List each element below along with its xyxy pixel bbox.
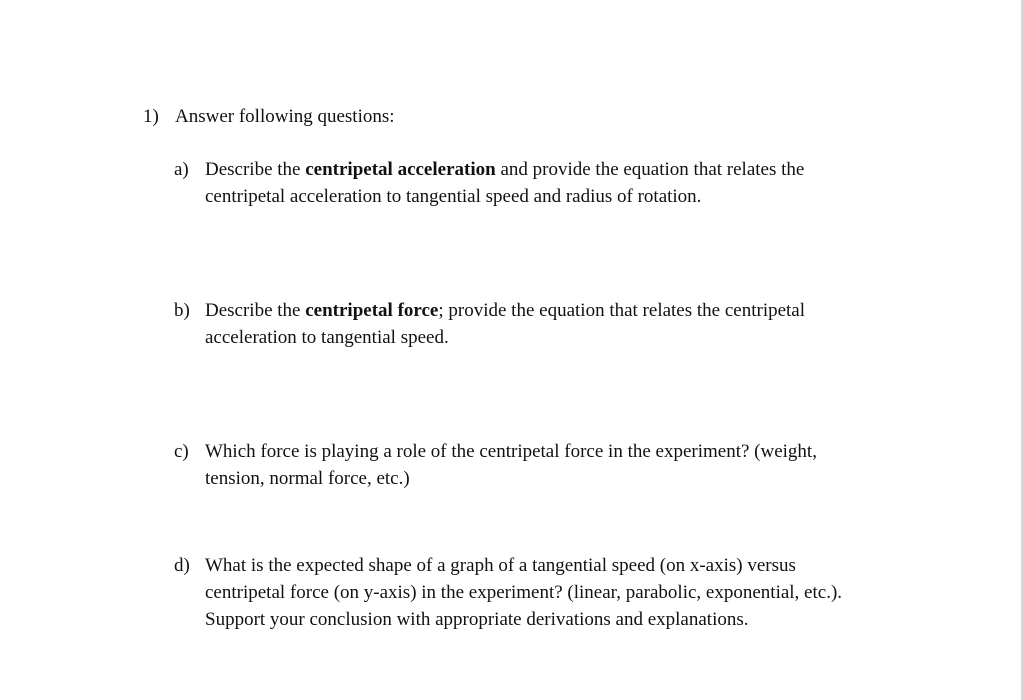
part-a-line-1 xyxy=(205,156,894,183)
part-b xyxy=(174,297,894,351)
part-b-bold-term: centripetal force xyxy=(305,300,439,321)
part-a-line-2: centripetal acceleration to tangential speed and radius of rotation. xyxy=(205,186,702,207)
part-b-pre: Describe the xyxy=(205,300,306,321)
part-d-text xyxy=(205,552,894,633)
part-a-post: and provide the equation that relates the xyxy=(495,159,805,180)
part-c-line-2: tension, normal force, etc.) xyxy=(205,468,410,489)
question-number: 1) xyxy=(143,106,159,127)
part-a-pre: Describe the xyxy=(205,159,306,180)
part-c-text xyxy=(205,438,894,492)
part-d-line-2: centripetal force (on y-axis) in the experiment? (linear, parabolic, exponential, etc.). xyxy=(205,582,843,603)
part-a-bold-term: centripetal acceleration xyxy=(305,159,496,180)
part-a-letter: a) xyxy=(174,159,189,180)
part-b-text xyxy=(205,297,894,351)
part-a-text xyxy=(205,156,894,210)
part-d-line-3: Support your conclusion with appropriate derivations and explanations. xyxy=(205,609,749,630)
part-d-letter: d) xyxy=(174,555,190,576)
part-b-line-2: acceleration to tangential speed. xyxy=(205,327,449,348)
part-b-post: ; provide the equation that relates the centripetal xyxy=(438,300,806,321)
question-text: Answer following questions: xyxy=(175,106,395,127)
part-c-letter: c) xyxy=(174,441,189,462)
part-d-line-1: What is the expected shape of a graph of a tangential speed (on x-axis) versus xyxy=(205,555,796,576)
part-b-letter: b) xyxy=(174,300,190,321)
question-heading xyxy=(143,104,395,130)
part-b-line-1 xyxy=(205,297,894,324)
part-c-line-1: Which force is playing a role of the centripetal force in the experiment? (weight, xyxy=(205,441,817,462)
part-a xyxy=(174,156,894,210)
part-c xyxy=(174,438,894,492)
part-d xyxy=(174,552,894,633)
